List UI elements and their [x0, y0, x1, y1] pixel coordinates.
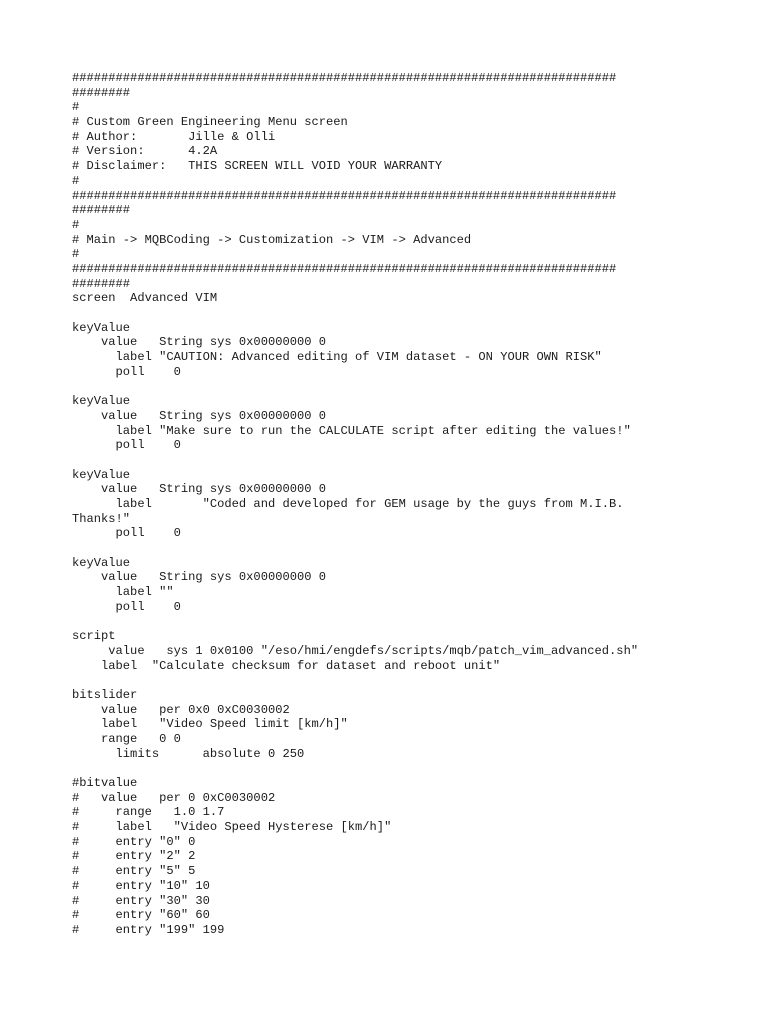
code-line: range 0 0: [72, 731, 181, 746]
code-line: #: [72, 217, 80, 232]
code-line: label "Calculate checksum for dataset and reboot unit": [72, 658, 501, 673]
code-line: limits absolute 0 250: [72, 746, 305, 761]
code-line: # entry "10" 10: [72, 878, 210, 893]
code-line: [72, 761, 762, 776]
code-line: #: [72, 100, 80, 115]
code-line: screen Advanced VIM: [72, 291, 218, 306]
code-line: # label "Video Speed Hysterese [km/h]": [72, 820, 392, 835]
code-line: #: [72, 173, 80, 188]
code-line: script: [72, 629, 116, 644]
code-line: ########: [72, 85, 131, 100]
code-line: value per 0x0 0xC0030002: [72, 702, 290, 717]
code-line: # value per 0 0xC0030002: [72, 790, 276, 805]
code-line: [72, 541, 762, 556]
code-line: #bitvalue: [72, 776, 138, 790]
code-line: # entry "199" 199: [72, 922, 225, 937]
code-line: value sys 1 0x0100 "/eso/hmi/engdefs/scripts/mqb/patch_vim_advanced.sh": [72, 643, 639, 658]
code-line: #: [72, 247, 80, 262]
code-line: poll 0: [72, 599, 181, 614]
code-line: label "Video Speed limit [km/h]": [72, 717, 348, 732]
code-line: keyValue: [72, 320, 131, 335]
code-line: # entry "5" 5: [72, 864, 196, 879]
code-line: # range 1.0 1.7: [72, 805, 225, 820]
code-line: # Author: Jille & Olli: [72, 129, 276, 144]
code-line: Thanks!": [72, 511, 131, 526]
code-line: # entry "2" 2: [72, 849, 196, 864]
code-line: # entry "30" 30: [72, 893, 210, 908]
code-line: ###########################################################################: [72, 71, 617, 85]
code-line: value String sys 0x00000000 0: [72, 482, 327, 497]
code-listing: [72, 71, 762, 938]
code-line: [72, 673, 762, 688]
code-line: [72, 379, 762, 394]
code-line: keyValue: [72, 555, 131, 570]
code-line: poll 0: [72, 526, 181, 541]
code-line: value String sys 0x00000000 0: [72, 408, 327, 423]
code-line: label "Coded and developed for GEM usage by the guys from M.I.B.: [72, 496, 624, 511]
code-line: [72, 453, 762, 468]
code-line: ########: [72, 203, 131, 218]
code-line: # Disclaimer: THIS SCREEN WILL VOID YOUR WARRANTY: [72, 159, 443, 174]
code-line: # entry "0" 0: [72, 834, 196, 849]
code-line: # Version: 4.2A: [72, 144, 218, 159]
code-line: # Main -> MQBCoding -> Customization -> VIM -> Advanced: [72, 232, 472, 247]
code-line: label "Make sure to run the CALCULATE script after editing the values!": [72, 423, 631, 438]
code-line: ###########################################################################: [72, 188, 617, 203]
code-line: keyValue: [72, 394, 131, 409]
code-line: [72, 306, 762, 321]
code-line: label "": [72, 585, 174, 600]
code-line: poll 0: [72, 364, 181, 379]
code-line: ########: [72, 276, 131, 291]
code-line: bitslider: [72, 687, 138, 702]
code-line: value String sys 0x00000000 0: [72, 570, 327, 585]
code-line: keyValue: [72, 467, 131, 482]
code-line: label "CAUTION: Advanced editing of VIM dataset - ON YOUR OWN RISK": [72, 350, 602, 365]
code-line: # Custom Green Engineering Menu screen: [72, 115, 348, 130]
code-line: value String sys 0x00000000 0: [72, 335, 327, 350]
code-line: # entry "60" 60: [72, 908, 210, 923]
code-line: [72, 614, 762, 629]
code-line: ###########################################################################: [72, 261, 617, 276]
code-line: poll 0: [72, 438, 181, 453]
